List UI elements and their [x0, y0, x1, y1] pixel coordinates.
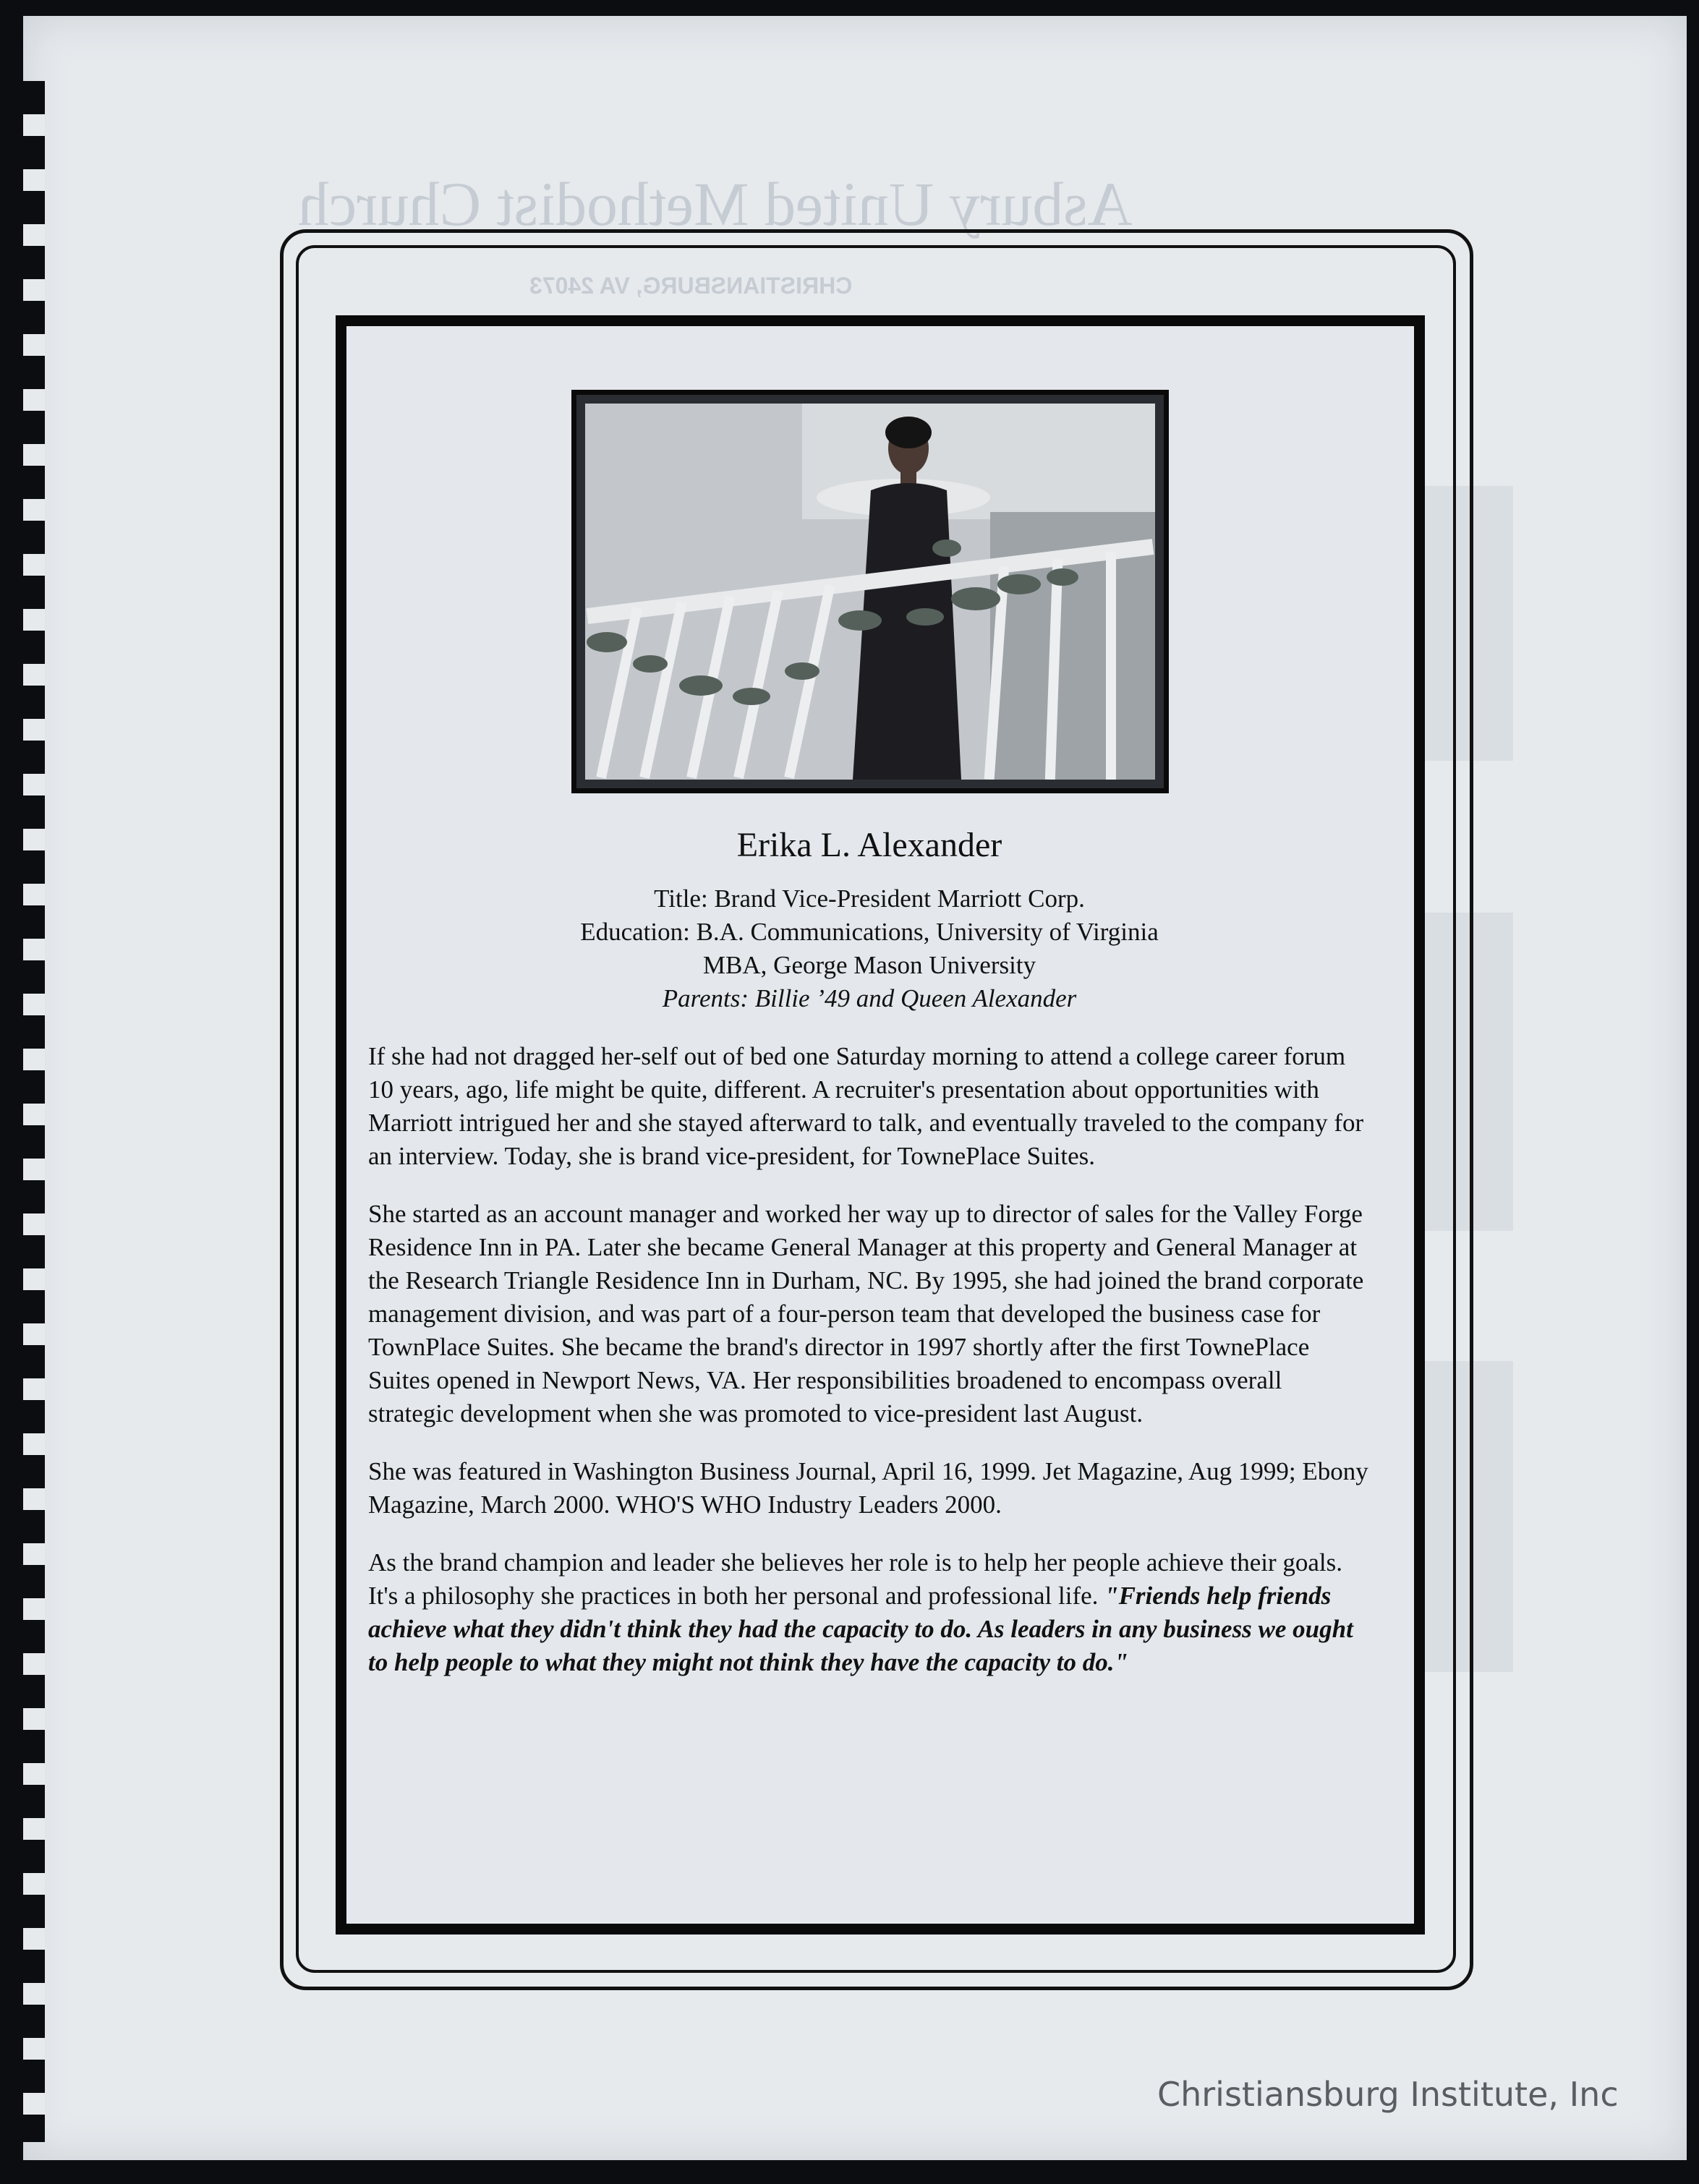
portrait-photo	[571, 390, 1169, 793]
paragraph-career-history: She started as an account manager and worked her way up to director of sales for the Valley Forge Residence Inn in PA. Later she became General Manager at this property and General Manager at the Research Triangle Residence Inn in Durham, NC. By 1995, she had joined the brand corporate management division, and was part of a four-person team that developed the business case for TownPlace Suites. She became the brand's director in 1997 shortly after the first TownePlace Suites opened in Newport News, VA. Her responsibilities broadened to encompass overall strategic development when she was promoted to vice-president last August.	[368, 1200, 1364, 1428]
document-page	[23, 16, 1687, 2160]
spiral-binding	[23, 81, 45, 2142]
paragraph-press: She was featured in Washington Business Journal, April 16, 1999. Jet Magazine, Aug 1999; Ebony Magazine, March 2000. WHO'S WHO Industry Leaders 2000.	[368, 1457, 1368, 1519]
profile-name: Erika L. Alexander	[736, 826, 1002, 864]
paragraph-career-forum: If she had not dragged her-self out of bed one Saturday morning to attend a college career forum 10 years, ago, life might be quite, different. A recruiter's presentation about opportunities with Marriott intrigued her and she stayed afterward to talk, and eventually traveled to the company for an interview. Today, she is brand vice-president, for TownePlace Suites.	[368, 1042, 1364, 1170]
profile-education: Education: B.A. Communications, University of Virginia	[580, 918, 1159, 946]
profile-title: Title: Brand Vice-President Marriott Corp.	[654, 884, 1085, 913]
leadership-quote: "Friends help friends achieve what they didn't think they had the capacity to do. As leaders in any business we ought to help people to what they might not think they have the capacity to do."	[368, 1582, 1353, 1676]
bleed-through-subtitle: CHRISTIANSBURG, VA 24073	[529, 273, 853, 299]
philosophy-text: As the brand champion and leader she believes her role is to help her people achieve their goals. It's a philosophy she practices in both her personal and professional life.	[368, 1548, 1343, 1610]
bleed-through-title: Asbury United Methodist Church	[298, 169, 1133, 239]
profile-education-mba: MBA, George Mason University	[702, 951, 1036, 979]
balcony-portrait-graphic	[585, 404, 1155, 780]
watermark: Christiansburg Institute, Inc	[1157, 2075, 1619, 2114]
profile-parents: Parents: Billie ’49 and Queen Alexander	[662, 984, 1077, 1012]
paragraph-philosophy	[368, 1546, 1371, 1679]
portrait-image	[585, 404, 1155, 780]
profile-content	[368, 824, 1371, 1679]
